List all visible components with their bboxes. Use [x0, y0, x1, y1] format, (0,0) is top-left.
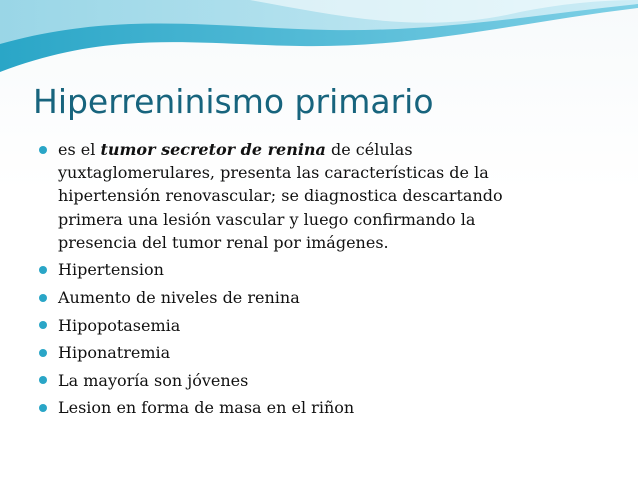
bullet-text: Aumento de niveles de renina [58, 288, 300, 307]
bullet-item [36, 258, 596, 281]
bullet-line-2: yuxtaglomerulares, presenta las características de la [58, 163, 489, 183]
bullet-item [36, 396, 596, 419]
round-bullet-icon [39, 146, 47, 154]
bullet-text-post: de células [325, 140, 413, 159]
round-bullet-icon [39, 321, 47, 329]
bullet-item [36, 286, 596, 309]
bullet-text: Hipertension [58, 260, 164, 280]
bullet-item [36, 314, 596, 337]
slide-title: Hiperreninismo primario [33, 82, 434, 121]
bullet-list [36, 138, 596, 420]
bullet-line-4: primera una lesión vascular y luego confirmando la [58, 209, 476, 229]
bullet-item [36, 369, 596, 392]
bullet-item-definition [36, 138, 596, 254]
bullet-text: Hipopotasemia [58, 315, 181, 335]
bullet-text-emphasis: tumor secretor de renina [100, 140, 326, 159]
bullet-text: Lesion en forma de masa en el riñon [58, 398, 355, 418]
round-bullet-icon [39, 266, 47, 274]
bullet-line-5: presencia del tumor renal por imágenes. [58, 232, 389, 252]
bullet-line-3: hipertensión renovascular; se diagnostica descartando [58, 186, 503, 206]
round-bullet-icon [39, 404, 47, 412]
bullet-text-pre: es el [58, 140, 101, 159]
round-bullet-icon [39, 376, 47, 384]
bullet-line-1 [58, 138, 596, 161]
bullet-text [58, 138, 596, 254]
round-bullet-icon [39, 294, 47, 302]
bullet-text: La mayoría son jóvenes [58, 370, 249, 390]
bullet-text: Hiponatremia [58, 343, 171, 363]
decorative-wave-header [0, 0, 638, 75]
bullet-item [36, 341, 596, 364]
round-bullet-icon [39, 349, 47, 357]
